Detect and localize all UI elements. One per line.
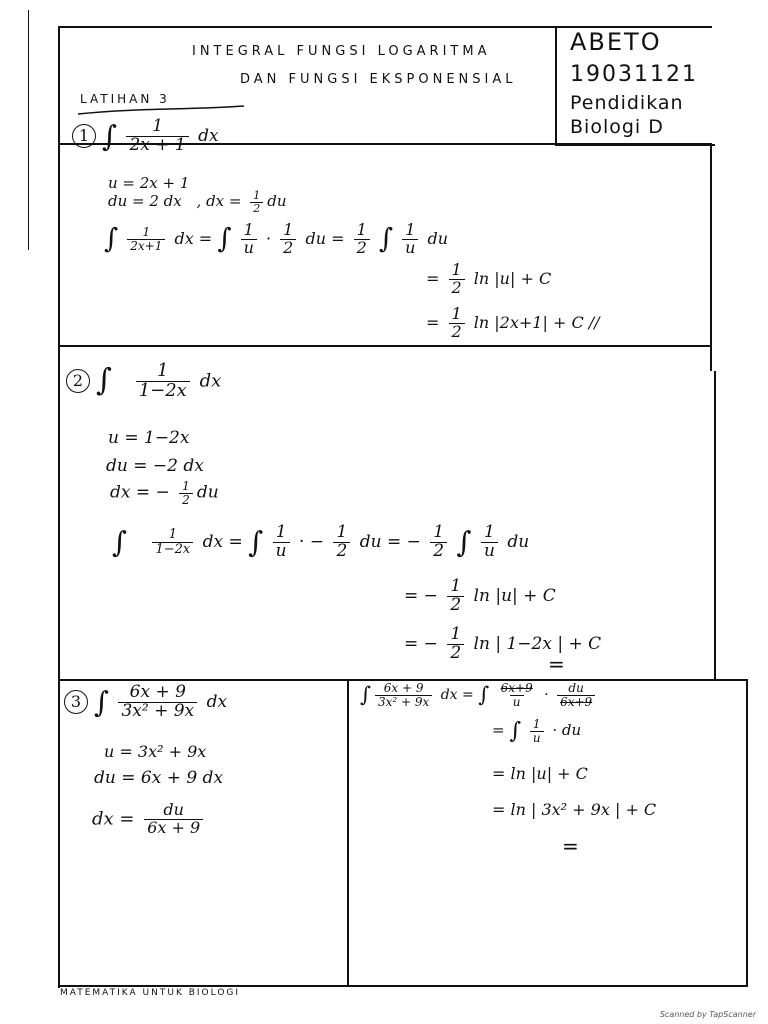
problem2-step2: = − $\frac{1}{2}$ ln |u| + C <box>404 576 556 615</box>
problem3-sub-dx: dx = $\frac{du}{6x + 9}$ <box>92 802 207 837</box>
problem2-final-mark: = <box>548 652 565 676</box>
problem1-dx: dx <box>198 125 219 146</box>
problem1-integral <box>72 118 219 155</box>
footer-course: MATEMATIKA UNTUK BIOLOGI <box>60 988 241 998</box>
problem2-sub-u: u = 1−2x <box>108 428 190 448</box>
problem3-dx: dx <box>206 691 228 712</box>
exercise-label: LATIHAN 3 <box>80 92 170 106</box>
problem3-sub-u: u = 3x² + 9x <box>104 742 207 761</box>
scanner-watermark: Scanned by TapScanner <box>659 1010 756 1019</box>
page-title-line1: INTEGRAL FUNGSI LOGARITMA <box>192 44 491 59</box>
problem2-step3: = − $\frac{1}{2}$ ln | 1−2x | + C <box>404 624 602 663</box>
bottom-line <box>58 985 748 987</box>
student-name: ABETO <box>570 28 662 56</box>
divider-1-2 <box>58 345 712 347</box>
problem2-fraction: $\frac{1}{1-2x}$ <box>136 362 190 401</box>
right-edge-line-3 <box>746 681 748 986</box>
problem3-fraction: $\frac{6x + 9}{\text{3x² + 9x}}$ <box>118 684 197 721</box>
problem1-step1: ∫ $\frac{1}{2x+1}$ dx = ∫ $\frac{1}{u}$ · $\frac{1}{2}$ du = $\frac{1}{2}$ ∫ $\frac{1}{u}$ du <box>104 220 449 257</box>
outer-frame <box>58 26 712 988</box>
problem2-integral <box>66 362 221 401</box>
student-program: Pendidikan <box>570 92 684 114</box>
problem3-right-step2: = ∫ $\frac{1}{u}$ · du <box>492 717 582 745</box>
problem1-fraction: $\frac{1}{2x + 1}$ <box>126 118 188 155</box>
student-number: 19031121 <box>570 62 698 87</box>
right-edge-line-2 <box>714 371 716 681</box>
divider-3-vertical <box>347 679 349 986</box>
problem3-final-mark: = <box>562 834 579 858</box>
problem2-sub-dx: dx = − $\frac{1}{2}$ du <box>110 479 219 507</box>
problem1-step3: = $\frac{1}{2}$ ln |2x+1| + C // <box>426 304 600 341</box>
problem2-sub-du: du = −2 dx <box>106 456 204 476</box>
integral-sign: ∫ <box>96 363 112 399</box>
problem2-number: 2 <box>66 369 90 393</box>
problem2-dx: dx <box>199 370 222 392</box>
problem3-integral <box>64 684 227 721</box>
page-title-line2: DAN FUNGSI EKSPONENSIAL <box>240 72 517 87</box>
student-class: Biologi D <box>570 116 664 138</box>
integral-sign: ∫ <box>94 684 110 719</box>
right-edge-line <box>710 143 712 371</box>
problem3-number: 3 <box>64 690 88 714</box>
problem3-right-step3: = ln |u| + C <box>492 764 588 783</box>
problem3-right-step1: ∫ $\frac{6x + 9}{\text{3x² + 9x}}$ dx = ∫ $\frac{6x+9}{u}$ · $\frac{du}{6x+9}$ <box>360 682 599 708</box>
problem1-number: 1 <box>72 124 96 148</box>
problem3-right-step4: = ln | 3x² + 9x | + C <box>492 800 657 819</box>
integral-sign: ∫ <box>102 118 118 153</box>
left-margin-line <box>28 10 29 250</box>
problem1-sub-u: u = 2x + 1 <box>108 174 190 192</box>
problem1-step2: = $\frac{1}{2}$ ln |u| + C <box>426 260 552 297</box>
problem2-step1: ∫ $\frac{1}{1-2x}$ dx = ∫ $\frac{1}{u}$ · − $\frac{1}{2}$ du = − $\frac{1}{2}$ ∫ $\frac{1}{u}$ du <box>112 522 530 561</box>
problem3-sub-du: du = 6x + 9 dx <box>94 768 224 788</box>
problem1-sub-du: du = 2 dx , dx = $\frac{1}{2}$ du <box>108 189 287 215</box>
